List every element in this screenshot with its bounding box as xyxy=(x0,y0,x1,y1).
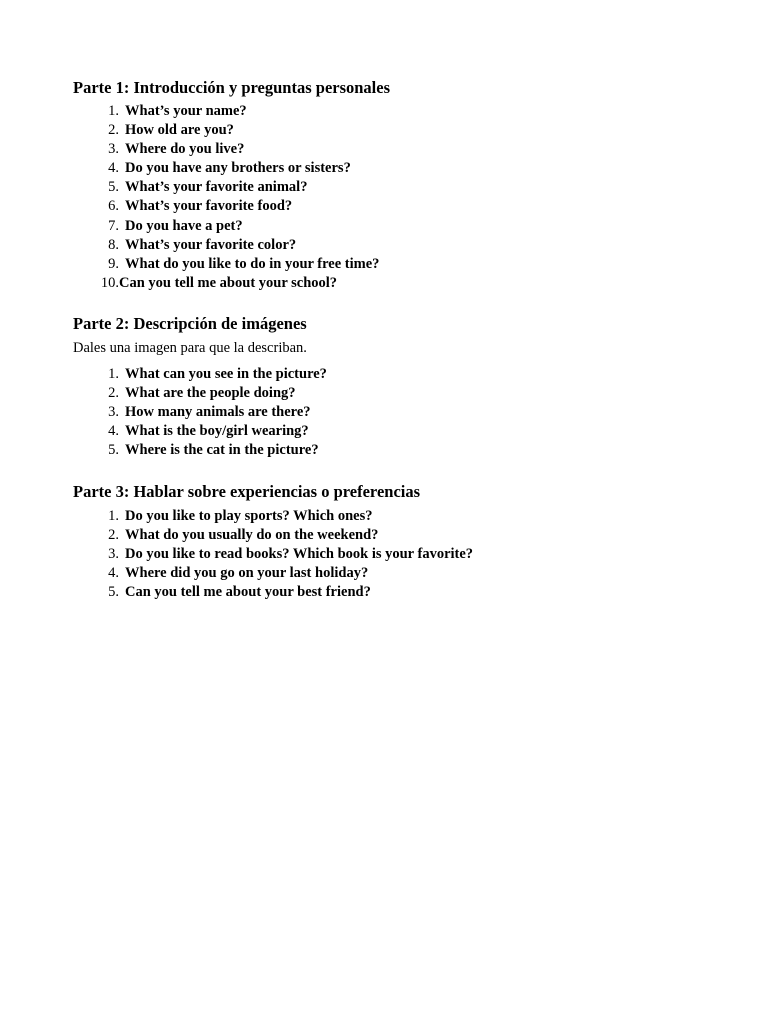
list-number: 3. xyxy=(108,546,119,563)
list-number: 7. xyxy=(108,217,119,234)
list-item xyxy=(73,545,713,564)
section-title: Parte 2: Descripción de imágenes xyxy=(73,314,307,333)
question-text: Can you tell me about your school? xyxy=(119,274,338,291)
question-text: What’s your favorite color? xyxy=(125,236,297,253)
list-number: 6. xyxy=(108,198,119,215)
list-item xyxy=(73,178,713,197)
list-number: 3. xyxy=(108,404,119,421)
list-number: 4. xyxy=(108,565,119,582)
list-item xyxy=(73,564,713,583)
list-item xyxy=(73,217,713,236)
list-item xyxy=(73,441,713,460)
question-list xyxy=(73,102,713,293)
list-item xyxy=(73,121,713,140)
list-item xyxy=(73,583,713,602)
list-item xyxy=(73,255,713,274)
list-number: 1. xyxy=(108,508,119,524)
question-text: What do you like to do in your free time? xyxy=(125,255,380,272)
question-text: What are the people doing? xyxy=(125,385,296,402)
question-text: Do you like to read books? Which book is your favorite? xyxy=(125,546,474,563)
list-number: 1. xyxy=(108,103,119,119)
list-item xyxy=(73,159,713,178)
list-item xyxy=(73,274,713,293)
question-text: What is the boy/girl wearing? xyxy=(125,423,309,440)
question-text: Where do you live? xyxy=(125,141,245,158)
list-number: 2. xyxy=(108,385,119,402)
section-part-3 xyxy=(73,482,713,602)
list-number: 5. xyxy=(108,442,119,459)
question-text: What’s your name? xyxy=(125,103,247,119)
list-item xyxy=(73,197,713,216)
list-item xyxy=(73,236,713,255)
list-item xyxy=(73,102,713,121)
question-text: How many animals are there? xyxy=(125,404,311,421)
question-text: What do you usually do on the weekend? xyxy=(125,527,379,544)
list-number: 1. xyxy=(108,366,119,382)
list-item xyxy=(73,403,713,422)
list-item xyxy=(73,507,713,526)
list-number: 5. xyxy=(108,179,119,196)
section-part-1 xyxy=(73,78,713,293)
list-item xyxy=(73,526,713,545)
question-text: Do you like to play sports? Which ones? xyxy=(125,508,373,524)
list-number: 2. xyxy=(108,122,119,139)
list-number: 3. xyxy=(108,141,119,158)
section-title: Parte 3: Hablar sobre experiencias o preferencias xyxy=(73,482,421,501)
question-list xyxy=(73,507,713,602)
section-part-2 xyxy=(73,314,713,460)
question-text: Can you tell me about your best friend? xyxy=(125,584,371,601)
list-number: 2. xyxy=(108,527,119,544)
list-number: 4. xyxy=(108,160,119,177)
question-text: What’s your favorite animal? xyxy=(125,179,308,196)
list-number: 10. xyxy=(100,274,119,291)
question-text: Do you have any brothers or sisters? xyxy=(125,160,351,177)
list-number: 5. xyxy=(108,584,119,601)
list-item xyxy=(73,384,713,403)
section-title: Parte 1: Introducción y preguntas personales xyxy=(73,78,391,97)
list-item xyxy=(73,422,713,441)
list-number: 4. xyxy=(108,423,119,440)
question-text: Where is the cat in the picture? xyxy=(125,442,319,459)
section-instruction: Dales una imagen para que la describan. xyxy=(73,340,307,356)
list-item xyxy=(73,365,713,384)
list-number: 8. xyxy=(108,236,119,253)
question-list xyxy=(73,365,713,460)
question-text: What can you see in the picture? xyxy=(125,366,327,382)
question-text: Where did you go on your last holiday? xyxy=(125,565,369,582)
list-item xyxy=(73,140,713,159)
question-text: How old are you? xyxy=(125,122,234,139)
question-text: What’s your favorite food? xyxy=(125,198,293,215)
question-text: Do you have a pet? xyxy=(125,217,243,234)
list-number: 9. xyxy=(108,255,119,272)
